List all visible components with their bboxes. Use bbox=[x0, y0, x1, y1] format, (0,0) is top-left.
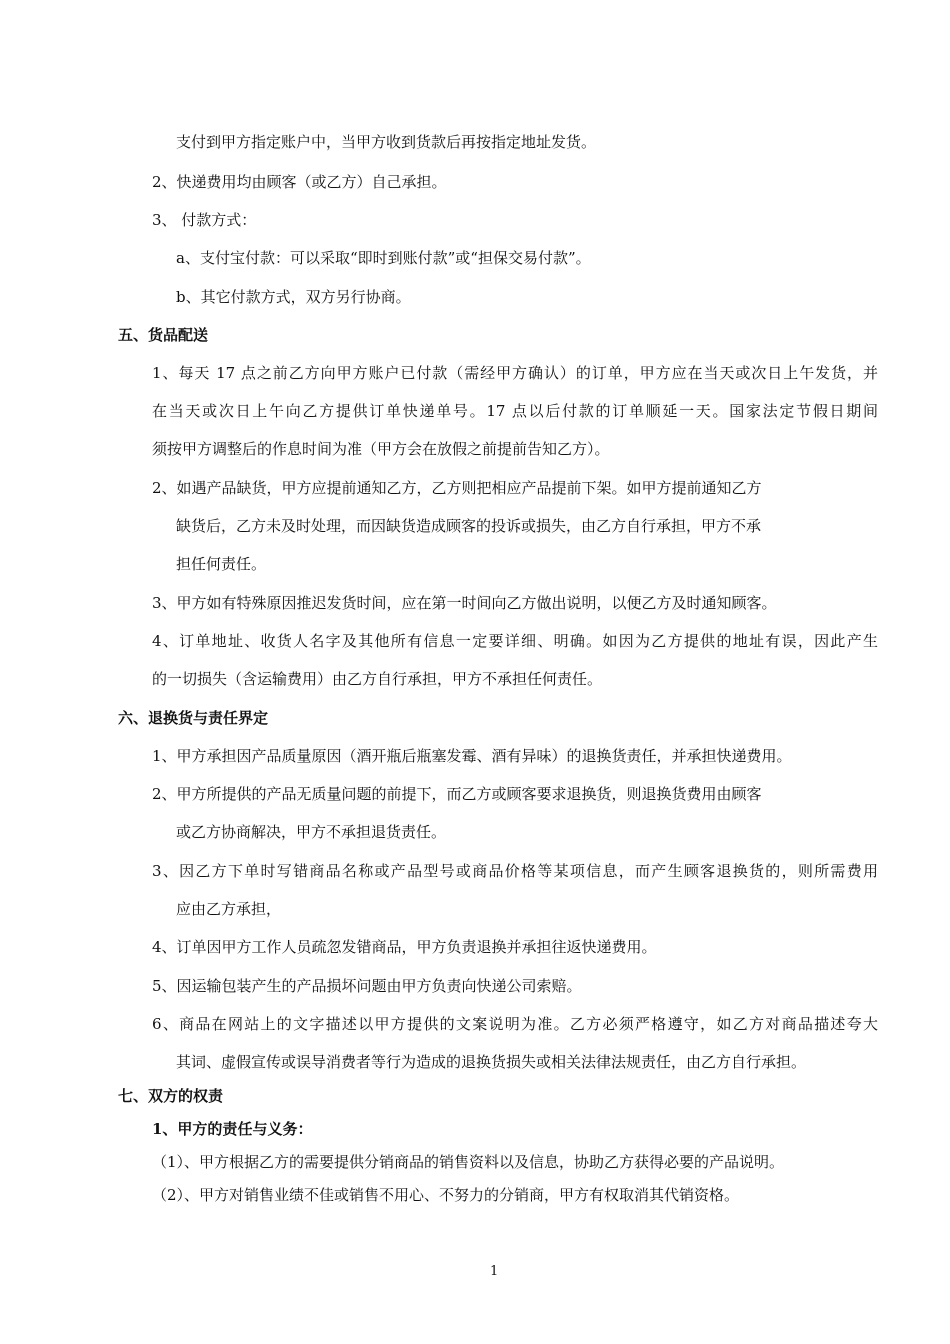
page-number: 1 bbox=[490, 1264, 499, 1279]
section-heading: 七、双方的权责 bbox=[118, 1087, 224, 1105]
paragraph-line: b、其它付款方式，双方另行协商。 bbox=[176, 288, 411, 306]
paragraph-line: 其词、虚假宣传或误导消费者等行为造成的退换货损失或相关法律法规责任，由乙方自行承担。 bbox=[176, 1053, 807, 1071]
paragraph-line: 3、 付款方式： bbox=[152, 211, 257, 229]
paragraph-line: 1、甲方承担因产品质量原因（酒开瓶后瓶塞发霉、酒有异味）的退换货责任，并承担快递费用。 bbox=[152, 747, 792, 765]
paragraph-line: a、支付宝付款：可以采取“即时到账付款”或“担保交易付款”。 bbox=[176, 249, 591, 267]
paragraph-line: 2、如遇产品缺货，甲方应提前通知乙方，乙方则把相应产品提前下架。如甲方提前通知乙方 bbox=[152, 479, 762, 497]
section-heading: 五、货品配送 bbox=[118, 326, 209, 344]
paragraph-line: 缺货后，乙方未及时处理，而因缺货造成顾客的投诉或损失，由乙方自行承担，甲方不承 bbox=[176, 517, 762, 535]
paragraph-line: 6、商品在网站上的文字描述以甲方提供的文案说明为准。乙方必须严格遵守，如乙方对商品描述夸大 bbox=[152, 1015, 878, 1033]
paragraph-line: （2）、甲方对销售业绩不佳或销售不用心、不努力的分销商，甲方有权取消其代销资格。 bbox=[152, 1186, 740, 1204]
paragraph-line: 2、甲方所提供的产品无质量问题的前提下，而乙方或顾客要求退换货，则退换货费用由顾客 bbox=[152, 785, 762, 803]
paragraph-line: 或乙方协商解决，甲方不承担退货责任。 bbox=[176, 823, 447, 841]
section-heading: 六、退换货与责任界定 bbox=[118, 709, 269, 727]
paragraph-line: 4、订单地址、收货人名字及其他所有信息一定要详细、明确。如因为乙方提供的地址有误，因此产生 bbox=[152, 632, 878, 650]
paragraph-line: 担任何责任。 bbox=[176, 555, 267, 573]
paragraph-line: 在当天或次日上午向乙方提供订单快递单号。17 点以后付款的订单顺延一天。国家法定节假日期间 bbox=[152, 402, 878, 420]
paragraph-line: 支付到甲方指定账户中，当甲方收到货款后再按指定地址发货。 bbox=[176, 133, 597, 151]
subsection-heading: 1、甲方的责任与义务： bbox=[152, 1120, 313, 1138]
paragraph-line: 5、因运输包装产生的产品损坏问题由甲方负责向快递公司索赔。 bbox=[152, 977, 582, 995]
paragraph-line: 3、因乙方下单时写错商品名称或产品型号或商品价格等某项信息，而产生顾客退换货的，则所需费用 bbox=[152, 862, 878, 880]
paragraph-line: 应由乙方承担， bbox=[176, 900, 282, 918]
paragraph-line: 2、快递费用均由顾客（或乙方）自己承担。 bbox=[152, 173, 447, 191]
paragraph-line: 的一切损失（含运输费用）由乙方自行承担，甲方不承担任何责任。 bbox=[152, 670, 603, 688]
paragraph-line: 3、甲方如有特殊原因推迟发货时间，应在第一时间向乙方做出说明，以便乙方及时通知顾客。 bbox=[152, 594, 777, 612]
paragraph-line: （1）、甲方根据乙方的需要提供分销商品的销售资料以及信息，协助乙方获得必要的产品说明。 bbox=[152, 1153, 785, 1171]
paragraph-line: 4、订单因甲方工作人员疏忽发错商品，甲方负责退换并承担往返快递费用。 bbox=[152, 938, 657, 956]
paragraph-line: 须按甲方调整后的作息时间为准（甲方会在放假之前提前告知乙方）。 bbox=[152, 440, 610, 458]
paragraph-line: 1、每天 17 点之前乙方向甲方账户已付款（需经甲方确认）的订单，甲方应在当天或次日上午发货，并 bbox=[152, 364, 878, 382]
